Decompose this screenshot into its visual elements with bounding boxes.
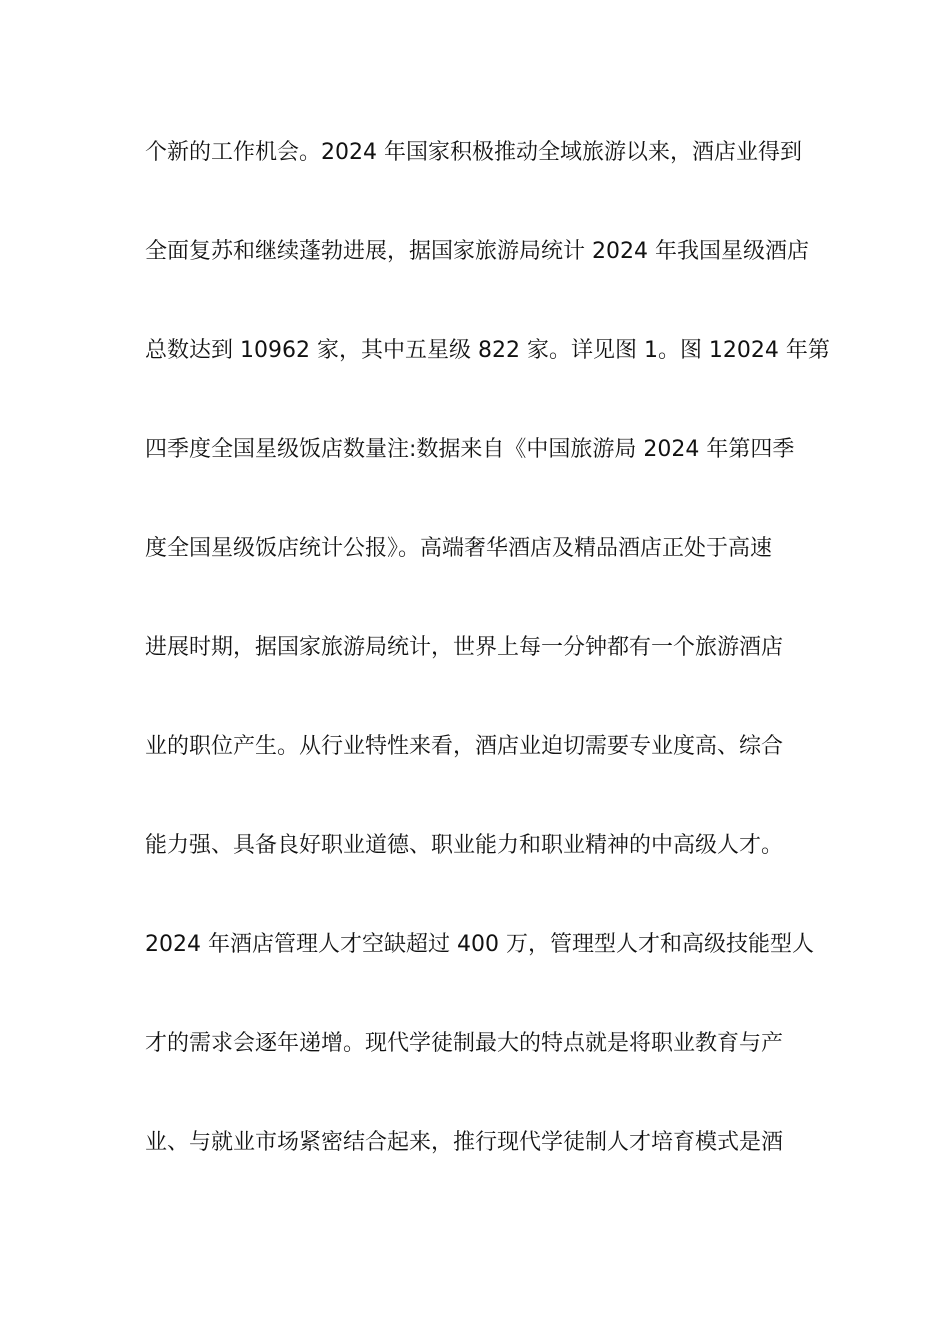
text-line-8: 能力强、具备良好职业道德、职业能力和职业精神的中高级人才。 [145,833,784,858]
text-line-10: 才的需求会逐年递增。现代学徒制最大的特点就是将职业教育与产 [145,1031,784,1056]
text-line-4: 四季度全国星级饭店数量注:数据来自《中国旅游局 2024 年第四季 [145,437,795,462]
text-line-11: 业、与就业市场紧密结合起来，推行现代学徒制人才培育模式是酒 [145,1130,784,1155]
text-line-2: 全面复苏和继续蓬勃进展，据国家旅游局统计 2024 年我国星级酒店 [145,239,809,264]
body-text [145,130,830,1219]
text-line-7: 业的职位产生。从行业特性来看，酒店业迫切需要专业度高、综合 [145,734,784,759]
text-line-3: 总数达到 10962 家，其中五星级 822 家。详见图 1。图 12024 年第 [145,338,830,363]
text-line-9: 2024 年酒店管理人才空缺超过 400 万，管理型人才和高级技能型人 [145,932,814,957]
text-line-1: 个新的工作机会。2024 年国家积极推动全域旅游以来，酒店业得到 [145,140,802,165]
text-line-5: 度全国星级饭店统计公报》。高端奢华酒店及精品酒店正处于高速 [145,536,773,561]
text-line-6: 进展时期，据国家旅游局统计，世界上每一分钟都有一个旅游酒店 [145,635,784,660]
